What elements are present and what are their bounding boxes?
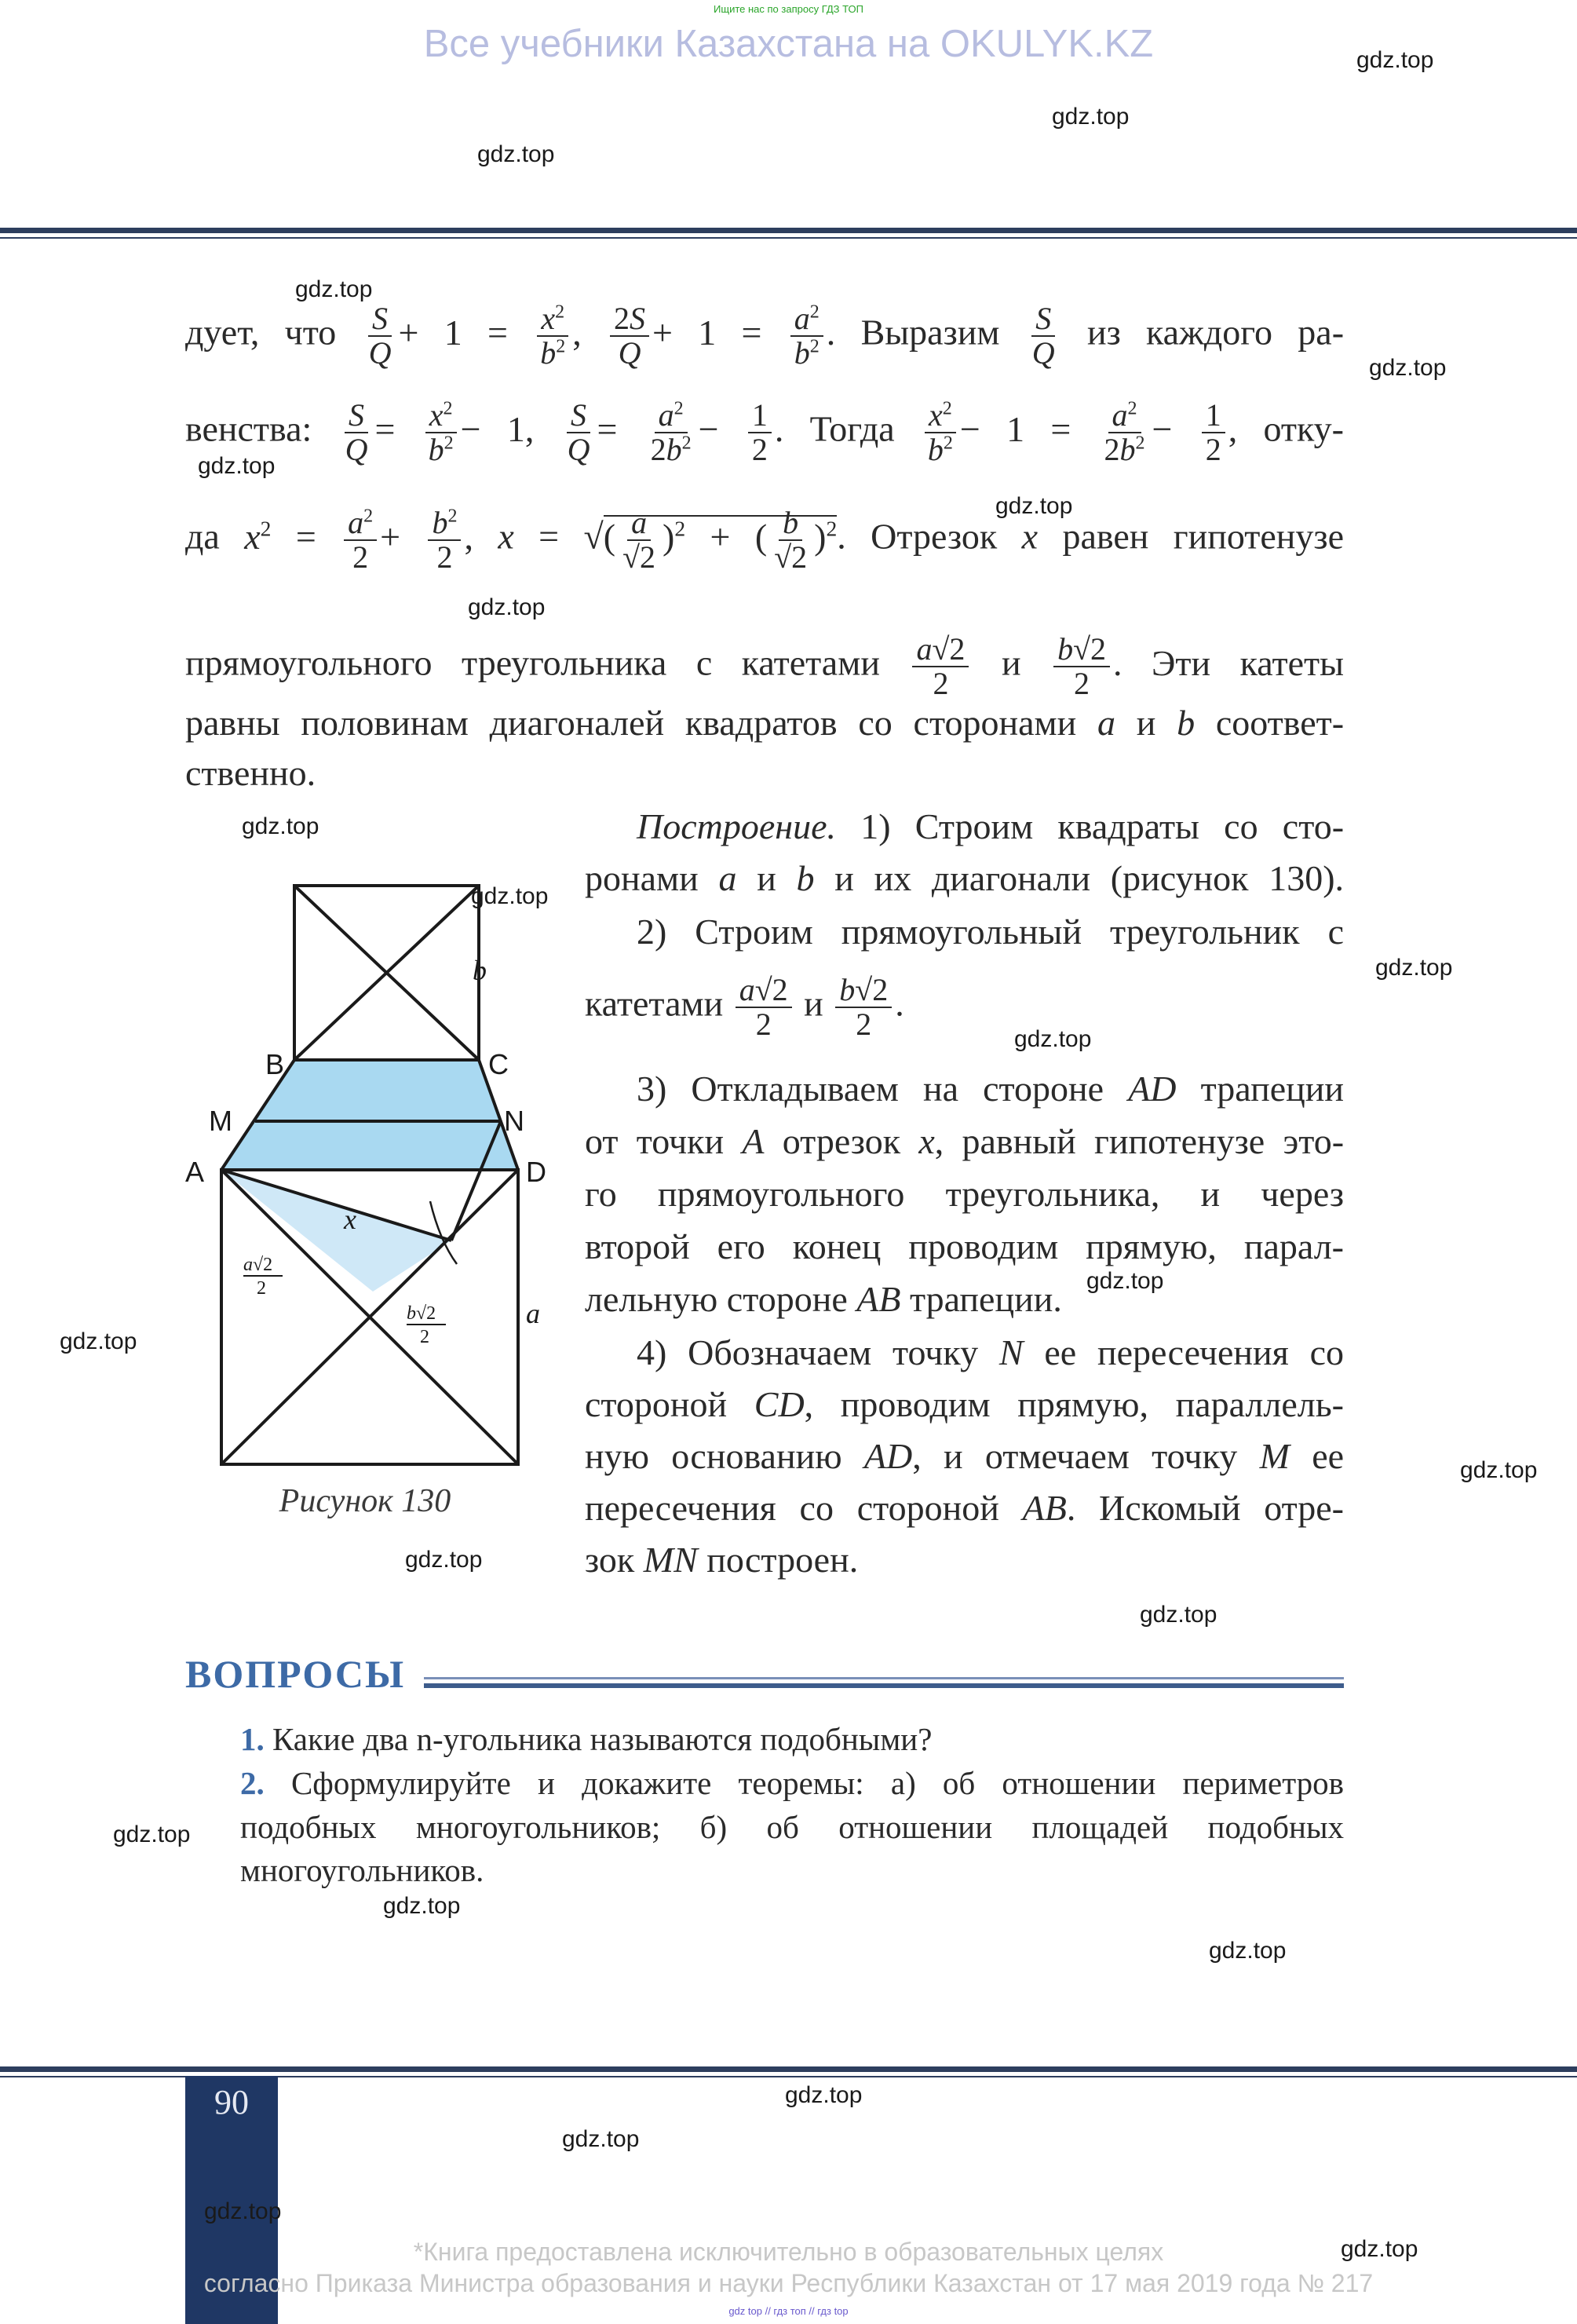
label-C: C — [488, 1048, 509, 1080]
construction-line-13: пересечения со стороной AB. Искомый отре- — [585, 1488, 1345, 1528]
watermark: gdz.top — [995, 493, 1073, 519]
label-B: B — [265, 1048, 285, 1080]
svg-text:2: 2 — [420, 1327, 429, 1347]
question-2-line-2: подобных многоугольников; б) об отношении площадей подобных — [240, 1809, 1344, 1845]
footer-rule — [0, 2066, 1577, 2072]
text-line-4: прямоугольного треугольника с катетами $\frac{a√2}{2}$ и $\frac{b√2}{2}$ . Эти катеты — [185, 631, 1345, 701]
construction-line-5: 3) Откладываем на стороне AD трапеции — [637, 1069, 1345, 1109]
questions-title: ВОПРОСЫ — [185, 1652, 406, 1696]
watermark: gdz.top — [1086, 1268, 1164, 1294]
watermark: gdz.top — [562, 2126, 640, 2152]
text-line-3: да $x^2$ = $\frac{a^2}{2}$ + $\frac{b^2}{2}$ , x = √( $\frac{a}{√2}$ )$^2$ + ( $\frac{b}{√2}$ )$^2$. Отрезок x равен гипотенузе — [185, 505, 1344, 575]
footer-watermark-line: gdz top // гдз топ // гдз top — [728, 2305, 849, 2317]
construction-line-9: лельную стороне AB трапеции. — [585, 1279, 1062, 1319]
label-b-root2-over-2: b√2 — [407, 1303, 436, 1324]
watermark: gdz.top — [1209, 1938, 1287, 1964]
label-x: x — [344, 1204, 356, 1235]
page-number: 90 — [214, 2083, 249, 2121]
question-1: 1. Какие два n-угольника называются подобными? — [240, 1721, 933, 1757]
watermark: gdz.top — [477, 141, 555, 167]
construction-line-6: от точки A отрезок x, равный гипотенузе это- — [585, 1121, 1345, 1161]
footer-disclaimer-2: согласно Приказа Министра образования и науки Республики Казахстан от 17 мая 2019 года № 217 — [203, 2269, 1374, 2297]
questions-rule-thick — [424, 1683, 1344, 1688]
text-line-2: венства: $\frac{S}{Q}$ = $\frac{x^2}{b^2}$ − 1, $\frac{S}{Q}$ = $\frac{a^2}{2b^2}$ − $\frac{1}{2}$ . Тогда $\frac{x^2}{b^2}$ − 1 = $\frac{a^2}{2b^2}$ − $\frac{1}{2}$ , отку- — [185, 397, 1344, 467]
watermark: gdz.top — [242, 813, 319, 839]
watermark: gdz.top — [1140, 1602, 1217, 1628]
construction-line-8: второй его конец проводим прямую, парал- — [585, 1226, 1344, 1266]
watermark: gdz.top — [295, 276, 373, 302]
watermark: gdz.top — [1356, 47, 1434, 73]
watermark: gdz.top — [471, 883, 549, 909]
label-a-root2-over-2: a√2 — [243, 1255, 273, 1275]
text-line-5: равны половинам диагоналей квадратов со сторонами a и b соответ- — [185, 703, 1345, 743]
watermark: gdz.top — [1369, 355, 1447, 381]
construction-line-10: 4) Обозначаем точку N ее пересечения со — [637, 1332, 1345, 1372]
watermark: gdz.top — [60, 1328, 137, 1354]
questions-rule — [424, 1677, 1344, 1679]
question-2-line-3: многоугольников. — [240, 1852, 484, 1888]
watermark: gdz.top — [785, 2082, 863, 2108]
watermark: gdz.top — [468, 594, 546, 620]
figure-caption: Рисунок 130 — [279, 1483, 451, 1519]
header-rule — [0, 228, 1577, 233]
label-N: N — [504, 1105, 524, 1137]
watermark: gdz.top — [204, 2198, 282, 2224]
construction-line-2: ронами a и b и их диагонали (рисунок 130). — [585, 858, 1345, 898]
construction-line-4: катетами $\frac{a√2}{2}$ и $\frac{b√2}{2}$ . — [585, 972, 904, 1042]
header-rule-thin — [0, 237, 1577, 239]
label-A: A — [185, 1156, 205, 1188]
construction-line-14: зок MN построен. — [585, 1540, 859, 1580]
footer-disclaimer-1: *Книга предоставлена исключительно в образовательных целях — [413, 2238, 1164, 2266]
question-2-line-1: 2. Сформулируйте и докажите теоремы: а) об отношении периметров — [240, 1765, 1345, 1801]
construction-line-3: 2) Строим прямоугольный треугольник с — [637, 912, 1344, 952]
watermark: gdz.top — [1014, 1026, 1092, 1052]
watermark: gdz.top — [113, 1822, 191, 1847]
label-D: D — [526, 1156, 546, 1188]
label-a-side: a — [526, 1298, 540, 1329]
construction-line-12: ную основанию AD, и отмечаем точку M ее — [585, 1436, 1345, 1476]
watermark: gdz.top — [405, 1547, 483, 1573]
text-line-6: ственно. — [185, 753, 316, 793]
watermark: gdz.top — [1052, 104, 1130, 130]
svg-text:2: 2 — [257, 1278, 266, 1299]
figure-130 — [181, 872, 573, 1484]
label-M: M — [209, 1105, 232, 1137]
watermark: gdz.top — [1341, 2236, 1418, 2262]
watermark: gdz.top — [1460, 1457, 1538, 1483]
top-note: Ищите нас по запросу ГДЗ ТОП — [714, 3, 863, 15]
construction-line-11: стороной CD, проводим прямую, параллель- — [585, 1384, 1345, 1424]
site-title[interactable]: Все учебники Казахстана на OKULYK.KZ — [423, 23, 1154, 65]
construction-line-1: Построение. 1) Строим квадраты со сто- — [637, 806, 1345, 846]
watermark: gdz.top — [198, 453, 276, 479]
watermark: gdz.top — [383, 1893, 461, 1919]
label-b-side: b — [473, 955, 487, 986]
watermark: gdz.top — [1375, 955, 1453, 981]
construction-line-7: го прямоугольного треугольника, и через — [585, 1174, 1344, 1214]
text-line-1: дует, что $\frac{S}{Q}$ + 1 = $\frac{x^2}{b^2}$ , $\frac{2S}{Q}$ + 1 = $\frac{a^2}{b^2}$ . Выразим $\frac{S}{Q}$ из каждого ра- — [185, 301, 1345, 371]
